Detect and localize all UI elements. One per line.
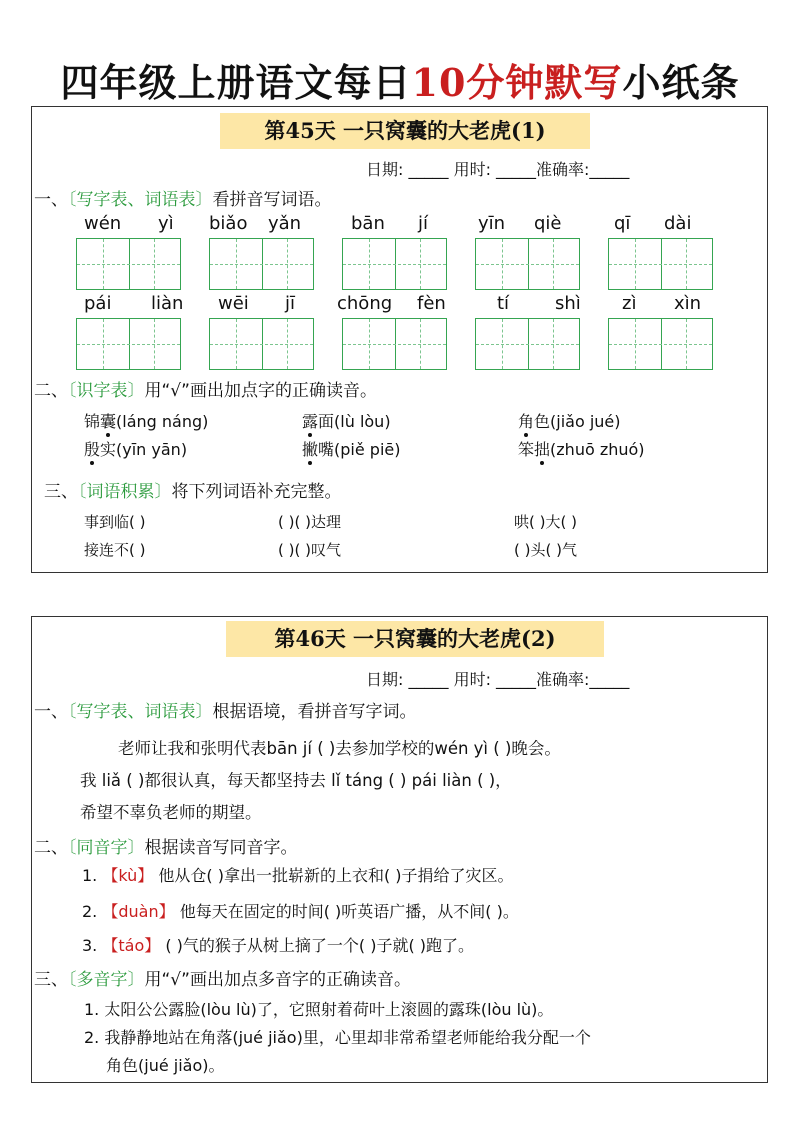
- day45-section2-heading: [34, 376, 377, 401]
- day45-section1-heading: [34, 185, 332, 210]
- fill-item[interactable]: 事到临( ): [84, 513, 146, 531]
- writing-grid[interactable]: [608, 318, 713, 370]
- section-instruction: 用“√”画出加点多音字的正确读音。: [144, 970, 411, 990]
- pinyin-label: wén: [84, 213, 122, 234]
- section-tag: 〔识字表〕: [68, 381, 145, 401]
- writing-grid[interactable]: [76, 238, 181, 290]
- day46-section1-heading: [34, 697, 417, 722]
- page-title: [0, 52, 800, 107]
- title-part2: 小纸条: [622, 60, 740, 105]
- section-instruction: 根据读音写同音字。: [144, 838, 298, 858]
- section-tag: 〔写字表、词语表〕: [68, 190, 213, 210]
- section-instruction: 根据语境，看拼音写字词。: [212, 702, 417, 722]
- section-tag: 〔写字表、词语表〕: [68, 702, 213, 722]
- day45-meta: 日期: _____ 用时: _____准确率:_____: [366, 160, 630, 179]
- writing-grid[interactable]: [342, 238, 447, 290]
- section-number: 一、: [34, 190, 68, 210]
- writing-grid[interactable]: [76, 318, 181, 370]
- section-instruction: 看拼音写词语。: [212, 190, 332, 210]
- reading-item: 锦囊(láng náng): [84, 412, 209, 431]
- pinyin-label: qī: [614, 213, 631, 234]
- section-tag: 〔多音字〕: [68, 970, 145, 990]
- pinyin-label: dài: [664, 213, 692, 234]
- homophone-item: 1. 【kù】 他从仓( )拿出一批崭新的上衣和( )子捐给了灾区。: [82, 866, 514, 885]
- pinyin-label: qiè: [534, 213, 562, 234]
- context-paragraph-line: 老师让我和张明代表bān jí ( )去参加学校的wén yì ( )晚会。: [118, 739, 561, 758]
- pinyin-label: tí: [497, 293, 510, 314]
- writing-grid[interactable]: [342, 318, 447, 370]
- reading-item: 撇嘴(piě piē): [302, 440, 401, 459]
- polyphone-line: 1. 太阳公公露脸(lòu lù)了，它照射着荷叶上滚圆的露珠(lòu lù)。: [84, 1000, 554, 1019]
- pinyin-label: liàn: [151, 293, 184, 314]
- day46-panel: [31, 616, 768, 1083]
- writing-grid[interactable]: [209, 238, 314, 290]
- fill-item[interactable]: ( )( )叹气: [278, 541, 341, 559]
- pinyin-label: chōng: [337, 293, 393, 314]
- polyphone-line: 角色(jué jiǎo)。: [106, 1056, 225, 1075]
- writing-grid[interactable]: [475, 318, 580, 370]
- writing-grid[interactable]: [608, 238, 713, 290]
- pinyin-label: jī: [285, 293, 296, 314]
- fill-item[interactable]: ( )( )达理: [278, 513, 341, 531]
- section-number: 三、: [34, 970, 68, 990]
- pinyin-label: fèn: [417, 293, 446, 314]
- polyphone-line: 2. 我静静地站在角落(jué jiǎo)里，心里却非常希望老师能给我分配一个: [84, 1028, 591, 1047]
- day46-banner: 第46天 一只窝囊的大老虎(2): [226, 621, 604, 657]
- homophone-item: 2. 【duàn】 他每天在固定的时间( )听英语广播，从不间( )。: [82, 902, 519, 921]
- fill-item[interactable]: 接连不( ): [84, 541, 146, 559]
- section-number: 二、: [34, 838, 68, 858]
- pinyin-label: yīn: [478, 213, 506, 234]
- day45-banner: 第45天 一只窝囊的大老虎(1): [220, 113, 590, 149]
- fill-item[interactable]: 哄( )大( ): [514, 513, 577, 531]
- section-number: 三、: [44, 482, 78, 502]
- pinyin-label: biǎo: [209, 213, 248, 234]
- section-tag: 〔同音字〕: [68, 838, 145, 858]
- section-tag: 〔词语积累〕: [78, 482, 172, 502]
- writing-grid[interactable]: [475, 238, 580, 290]
- section-instruction: 将下列词语补充完整。: [171, 482, 342, 502]
- context-paragraph-line: 希望不辜负老师的期望。: [80, 803, 262, 822]
- section-instruction: 用“√”画出加点字的正确读音。: [144, 381, 377, 401]
- section-number: 二、: [34, 381, 68, 401]
- pinyin-label: yì: [158, 213, 174, 234]
- pinyin-label: jí: [418, 213, 429, 234]
- pinyin-label: wēi: [218, 293, 249, 314]
- day45-section3-heading: [44, 477, 342, 502]
- context-paragraph-line: 我 liǎ ( )都很认真，每天都坚持去 lǐ táng ( ) pái liàn ( )，: [80, 771, 512, 790]
- reading-item: 角色(jiǎo jué): [518, 412, 621, 431]
- reading-item: 殷实(yīn yān): [84, 440, 188, 459]
- fill-item[interactable]: ( )头( )气: [514, 541, 577, 559]
- writing-grid[interactable]: [209, 318, 314, 370]
- homophone-item: 3. 【táo】 ( )气的猴子从树上摘了一个( )子就( )跑了。: [82, 936, 475, 955]
- day45-panel: [31, 106, 768, 573]
- pinyin-label: bān: [351, 213, 385, 234]
- reading-item: 露面(lù lòu): [302, 412, 391, 431]
- title-part1: 四年级上册语文每日: [60, 60, 412, 105]
- day46-section2-heading: [34, 833, 298, 858]
- pinyin-label: zì: [622, 293, 637, 314]
- day46-section3-heading: [34, 965, 411, 990]
- pinyin-label: yǎn: [268, 213, 302, 234]
- section-number: 一、: [34, 702, 68, 722]
- pinyin-label: xìn: [674, 293, 702, 314]
- title-highlight: 10分钟默写: [411, 60, 623, 105]
- reading-item: 笨拙(zhuō zhuó): [518, 440, 645, 459]
- pinyin-label: shì: [555, 293, 581, 314]
- pinyin-label: pái: [84, 293, 112, 314]
- day46-meta: 日期: _____ 用时: _____准确率:_____: [366, 670, 630, 689]
